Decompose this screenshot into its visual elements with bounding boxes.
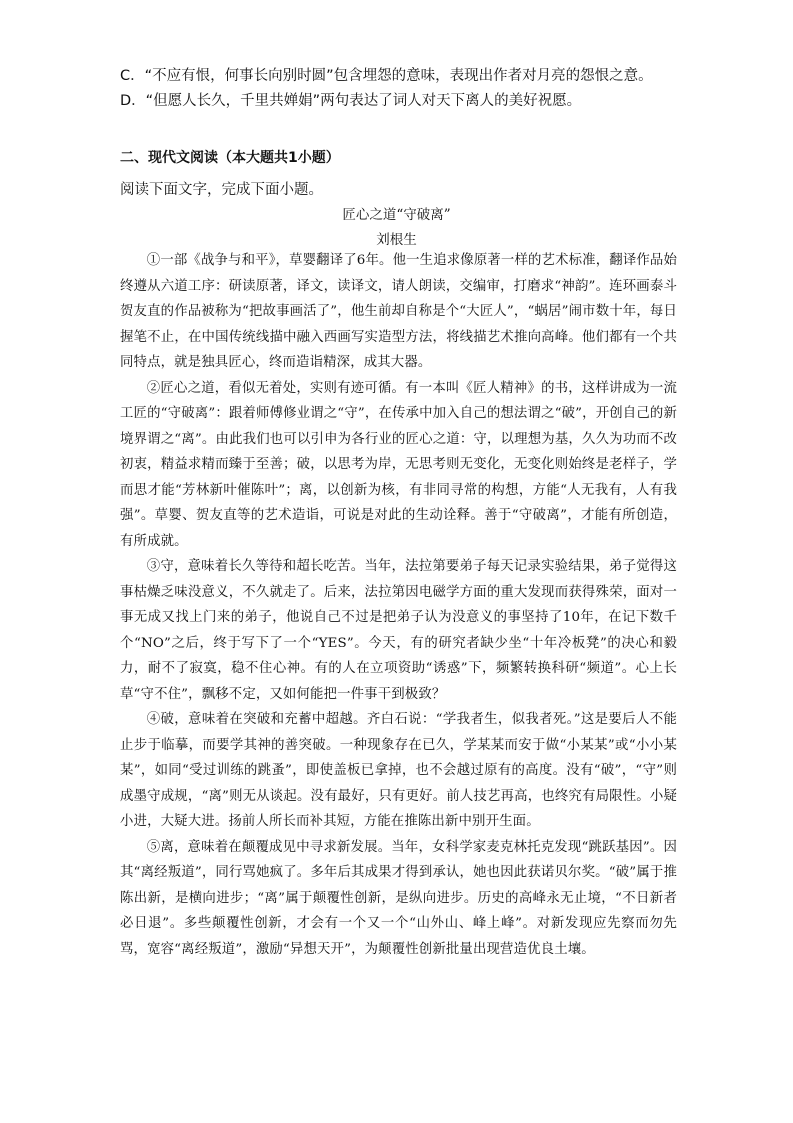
paragraph-5: ⑤离，意味着在颠覆成见中寻求新发展。当年，女科学家麦克林托克发现“跳跃基因”。因其“离经叛道”，同行骂她疯了。多年后其成果才得到承认，她也因此获诺贝尔奖。“破”属于推陈出新，是横向进步；“离”属于颠覆性创新，是纵向进步。历史的高峰永无止境，“不日新者必日退”。多些颠覆性创新，才会有一个又一个“山外山、峰上峰”。对新发现应先察而勿先骂，宽容“离经叛道”，激励“异想天开”，为颠覆性创新批量出现营造优良土壤。 [120, 839, 677, 957]
paragraph-4: ④破，意味着在突破和充蓄中超越。齐白石说：“学我者生，似我者死。”这是要后人不能止步于临摹，而要学其神的善突破。一种现象存在已久，学某某而安于做“小某某”或“小小某某”，如同“受过训练的跳蚤”，即使盖板已拿掉，也不会越过原有的高度。没有“破”，“守”则成墨守成规，“离”则无从谈起。没有最好，只有更好。前人技艺再高，也终究有局限性。小疑小进，大疑大进。扬前人所长而补其短，方能在推陈出新中别开生面。 [120, 712, 677, 829]
article-title: 匠心之道“守破离” [342, 207, 451, 223]
paragraph-2: ②匠心之道，看似无着处，实则有迹可循。有一本叫《匠人精神》的书，这样讲成为一流工匠的“守破离”：跟着师傅修业谓之“守”，在传承中加入自己的想法谓之“破”，开创自己的新境界谓之“离”。由此我们也可以引申为各行业的匠心之道：守，以理想为基，久久为功而不改初衷，精益求精而臻于至善；破，以思考为岸，无思考则无变化，无变化则始终是老样子，学而思才能“芳林新叶催陈叶”；离，以创新为核，有非同寻常的构想，方能“人无我有，人有我强”。草婴、贺友直等的艺术造诣，可说是对此的生动诠释。善于“守破离”，才能有所创造，有所成就。 [120, 380, 677, 549]
article-body [120, 248, 677, 962]
paragraph-3: ③守，意味着长久等待和超长吃苦。当年，法拉第要弟子每天记录实验结果，弟子觉得这事枯燥乏味没意义，不久就走了。后来，法拉第因电磁学方面的重大发现而获得殊荣，面对一事无成又找上门来的弟子，他说自己不过是把弟子认为没意义的事坚持了10年，在记下数千个“NO”之后，终于写下了一个“YES”。今天，有的研究者缺少坐“十年冷板凳”的决心和毅力，耐不了寂寞，稳不住心神。有的人在立项资助“诱惑”下，频繁转换科研“频道”。心上长草“守不住”，飘移不定，又如何能把一件事干到极致？ [120, 559, 677, 702]
article-author: 刘根生 [376, 232, 417, 248]
section-heading: 二、现代文阅读（本大题共1小题） [120, 150, 340, 166]
reading-instruction: 阅读下面文字，完成下面小题。 [120, 182, 323, 198]
option-d: D．“但愿人长久，千里共婵娟”两句表达了词人对天下离人的美好祝愿。 [120, 93, 582, 109]
paragraph-1: ①一部《战争与和平》，草婴翻译了6年。他一生追求像原著一样的艺术标准，翻译作品始终遵从六道工序：研读原著，译文，读译文，请人朗读，交编审，打磨求“神韵”。连环画泰斗贺友直的作品被称为“把故事画活了”，他生前却自称是个“大匠人”，“蜗居”闹市数十年，每日握笔不止，在中国传统线描中融入西画写实造型方法，将线描艺术推向高峰。他们都有一个共同特点，就是独具匠心，终而造诣精深，成其大器。 [120, 253, 677, 370]
option-c: C．“不应有恨，何事长向别时圆”包含埋怨的意味，表现出作者对月亮的怨恨之意。 [120, 68, 653, 84]
